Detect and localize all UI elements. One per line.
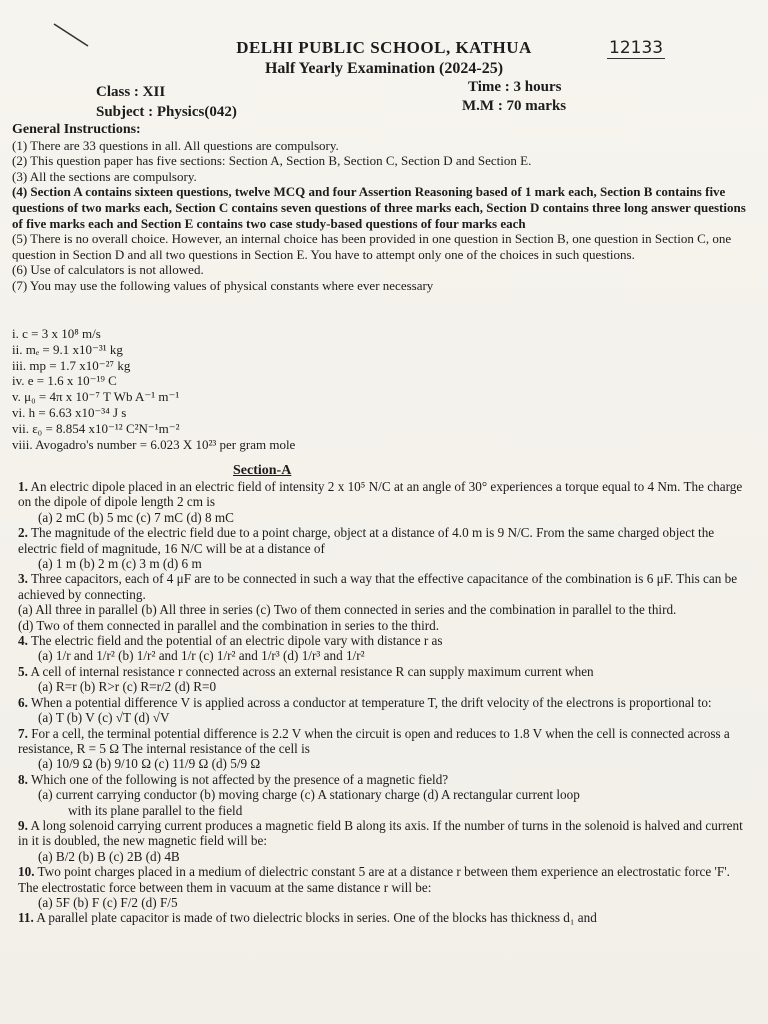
question-number: 3.	[18, 571, 28, 587]
subject-label: Subject : Physics(042)	[96, 104, 237, 120]
school-name: DELHI PUBLIC SCHOOL, KATHUA	[236, 38, 532, 57]
physical-constants-list	[12, 326, 295, 452]
question-options: (a) current carrying conductor (b) moving charge (c) A stationary charge (d) A rectangular current loop	[38, 787, 580, 803]
question-options: (a) 1 m (b) 2 m (c) 3 m (d) 6 m	[38, 556, 202, 572]
general-instructions	[12, 122, 752, 294]
question-text: A long solenoid carrying current produces a magnetic field B along its axis. If the number of turns in the solenoid is halved and current in it is doubled, the new magnetic field will be:	[18, 817, 743, 849]
question-5	[18, 664, 750, 695]
time-label: Time : 3 hours	[468, 79, 562, 95]
question-1	[18, 479, 750, 525]
constant-item: iii. mp = 1.7 x10⁻²⁷ kg	[12, 357, 131, 373]
constant-item: v. μ₀ = 4π x 10⁻⁷ T Wb A⁻¹ m⁻¹	[12, 389, 180, 405]
question-number: 6.	[18, 694, 28, 710]
question-text: When a potential difference V is applied across a conductor at temperature T, the drift velocity of the electrons is proportional to:	[30, 694, 712, 710]
question-text: Two point charges placed in a medium of dielectric constant 5 are at a distance r between them experience an electrostatic force 'F'. The electrostatic force between them in vacuum at the same distance r will be:	[18, 864, 730, 895]
question-options: (a) B/2 (b) B (c) 2B (d) 4B	[38, 848, 180, 864]
class-subject-block	[96, 82, 237, 122]
question-options: (a) R=r (b) R>r (c) R=r/2 (d) R=0	[38, 679, 217, 695]
time-marks-block	[462, 78, 566, 116]
question-options: (a) 10/9 Ω (b) 9/10 Ω (c) 11/9 Ω (d) 5/9 Ω	[38, 756, 261, 772]
question-number: 1.	[18, 479, 28, 494]
question-10	[18, 864, 750, 910]
question-number: 11.	[18, 910, 34, 926]
instruction-item: (5) There is no overall choice. However, an internal choice has been provided in one question in Section B, one question in Section C, one question in Section D and all two questions in Section E. You have to attempt only one of the choices in such questions.	[12, 231, 732, 262]
constant-item: i. c = 3 x 10⁸ m/s	[12, 326, 101, 341]
constant-item: viii. Avogadro's number = 6.023 X 10²³ per gram mole	[12, 436, 296, 452]
question-number: 7.	[18, 725, 28, 741]
section-a-heading: Section-A	[233, 463, 292, 478]
question-text: A parallel plate capacitor is made of two dielectric blocks in series. One of the blocks has thickness d₁ and	[36, 910, 597, 926]
question-options: (a) 5F (b) F (c) F/2 (d) F/5	[38, 894, 178, 910]
question-2	[18, 525, 750, 571]
max-marks-label: M.M : 70 marks	[462, 98, 567, 114]
instructions-title: General Instructions:	[12, 122, 141, 137]
question-4	[18, 633, 750, 664]
question-text: A cell of internal resistance r connected across an external resistance R can supply maximum current when	[30, 663, 594, 679]
section-a-questions	[18, 479, 750, 926]
constant-item: ii. mₑ = 9.1 x10⁻³¹ kg	[12, 341, 123, 357]
question-options: (a) 1/r and 1/r² (b) 1/r² and 1/r (c) 1/r² and 1/r³ (d) 1/r³ and 1/r²	[38, 648, 365, 664]
instruction-item: (7) You may use the following values of physical constants where ever necessary	[12, 277, 434, 293]
question-number: 5.	[18, 663, 28, 679]
question-text: The electric field and the potential of an electric dipole vary with distance r as	[30, 633, 443, 649]
question-text: The magnitude of the electric field due to a point charge, object at a distance of 4.0 m is 9 N/C. From the same charged object the electric field of magnitude, 16 N/C will be at a distance of	[18, 525, 715, 556]
question-3	[18, 571, 750, 633]
instruction-item: (1) There are 33 questions in all. All questions are compulsory.	[12, 137, 339, 153]
instruction-item: (6) Use of calculators is not allowed.	[12, 262, 204, 278]
instruction-item: (4) Section A contains sixteen questions, twelve MCQ and four Assertion Reasoning based of 1 mark each, Section B contains five questions of two marks each, Section C contains seven questions of three marks each, Section D contains three long answer questions of five marks each and Section E contains two case study-based questions of four marks each	[12, 184, 746, 231]
exam-title: Half Yearly Examination (2024-25)	[264, 60, 504, 77]
question-options-continued: with its plane parallel to the field	[68, 802, 243, 818]
handwritten-roll-number: 12133	[609, 38, 664, 58]
question-number: 9.	[18, 817, 28, 833]
constant-item: vi. h = 6.63 x10⁻³⁴ J s	[12, 404, 127, 420]
question-text: Which one of the following is not affected by the presence of a magnetic field?	[30, 771, 449, 787]
question-text: For a cell, the terminal potential difference is 2.2 V when the circuit is open and reduces to 1.8 V when the cell is connected across a resistance, R = 5 Ω The internal resistance of the cell is	[18, 725, 730, 756]
question-11	[18, 910, 750, 925]
question-9	[18, 818, 750, 864]
question-options-continued: (d) Two of them connected in parallel and the combination in series to the third.	[18, 617, 440, 633]
question-8	[18, 772, 750, 818]
question-options: (a) All three in parallel (b) All three in series (c) Two of them connected in series and the combination in parallel to the third.	[18, 602, 677, 618]
question-options: (a) 2 mC (b) 5 mc (c) 7 mC (d) 8 mC	[38, 509, 234, 525]
constant-item: vii. ε₀ = 8.854 x10⁻¹² C²N⁻¹m⁻²	[12, 420, 180, 436]
question-number: 10.	[18, 864, 35, 880]
instruction-item: (2) This question paper has five sections: Section A, Section B, Section C, Section D and Section E.	[12, 153, 532, 169]
question-text: An electric dipole placed in an electric field of intensity 2 x 10⁵ N/C at an angle of 30° experiences a torque equal to 4 Nm. The charge on the dipole of dipole length 2 cm is	[18, 479, 743, 510]
question-number: 4.	[18, 633, 28, 649]
question-number: 8.	[18, 771, 28, 787]
instruction-item: (3) All the sections are compulsory.	[12, 168, 197, 184]
question-options: (a) T (b) V (c) √T (d) √V	[38, 710, 170, 726]
question-6	[18, 695, 750, 726]
question-7	[18, 726, 750, 772]
question-number: 2.	[18, 525, 28, 541]
pen-stroke-mark	[52, 22, 92, 50]
class-label: Class : XII	[96, 84, 166, 100]
question-text: Three capacitors, each of 4 μF are to be connected in such a way that the effective capacitance of the combination is 6 μF. This can be achieved by connecting.	[18, 571, 738, 602]
constant-item: iv. e = 1.6 x 10⁻¹⁹ C	[12, 373, 117, 389]
